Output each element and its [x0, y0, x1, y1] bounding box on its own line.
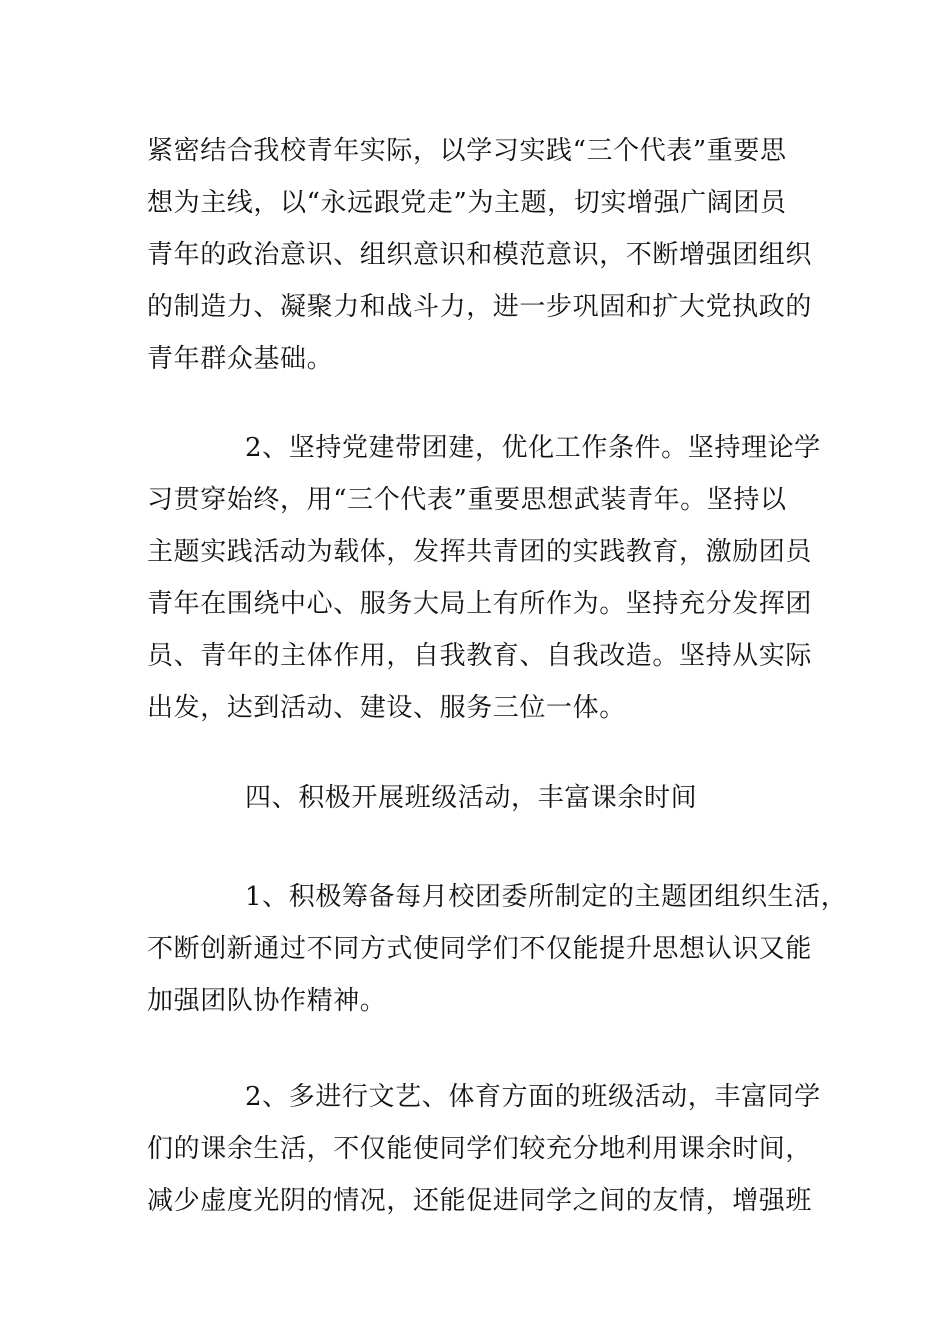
- section-heading: 四、积极开展班级活动，丰富课余时间: [245, 783, 698, 813]
- text-line: 紧密结合我校青年实际，以学习实践“三个代表”重要思: [147, 136, 787, 166]
- text-line: 2、坚持党建带团建，优化工作条件。坚持理论学: [245, 433, 821, 463]
- text-line: 青年的政治意识、组织意识和模范意识，不断增强团组织: [147, 240, 813, 270]
- text-line: 习贯穿始终，用“三个代表”重要思想武装青年。坚持以: [147, 485, 787, 515]
- text-line: 青年在围绕中心、服务大局上有所作为。坚持充分发挥团: [147, 589, 813, 619]
- text-line: 们的课余生活，不仅能使同学们较充分地利用课余时间，: [147, 1134, 813, 1164]
- text-line: 2、多进行文艺、体育方面的班级活动，丰富同学: [245, 1082, 821, 1112]
- section-heading-4: [147, 772, 827, 824]
- paragraph-item-2-party-building: [147, 422, 827, 734]
- paragraph-intro-continuation: [147, 125, 827, 385]
- text-line: 出发，达到活动、建设、服务三位一体。: [147, 693, 626, 723]
- text-line: 1、积极筹备每月校团委所制定的主题团组织生活，: [245, 882, 848, 912]
- text-line: 加强团队协作精神。: [147, 986, 387, 1016]
- text-line: 的制造力、凝聚力和战斗力，进一步巩固和扩大党执政的: [147, 292, 813, 322]
- text-line: 主题实践活动为载体，发挥共青团的实践教育，激励团员: [147, 537, 813, 567]
- paragraph-item-1-activities: [147, 871, 848, 1027]
- paragraph-item-2-activities: [147, 1071, 827, 1227]
- text-line: 减少虚度光阴的情况，还能促进同学之间的友情，增强班: [147, 1186, 813, 1216]
- text-line: 想为主线，以“永远跟党走”为主题，切实增强广阔团员: [147, 188, 787, 218]
- text-line: 青年群众基础。: [147, 344, 334, 374]
- text-line: 不断创新通过不同方式使同学们不仅能提升思想认识又能: [147, 934, 813, 964]
- text-line: 员、青年的主体作用，自我教育、自我改造。坚持从实际: [147, 641, 813, 671]
